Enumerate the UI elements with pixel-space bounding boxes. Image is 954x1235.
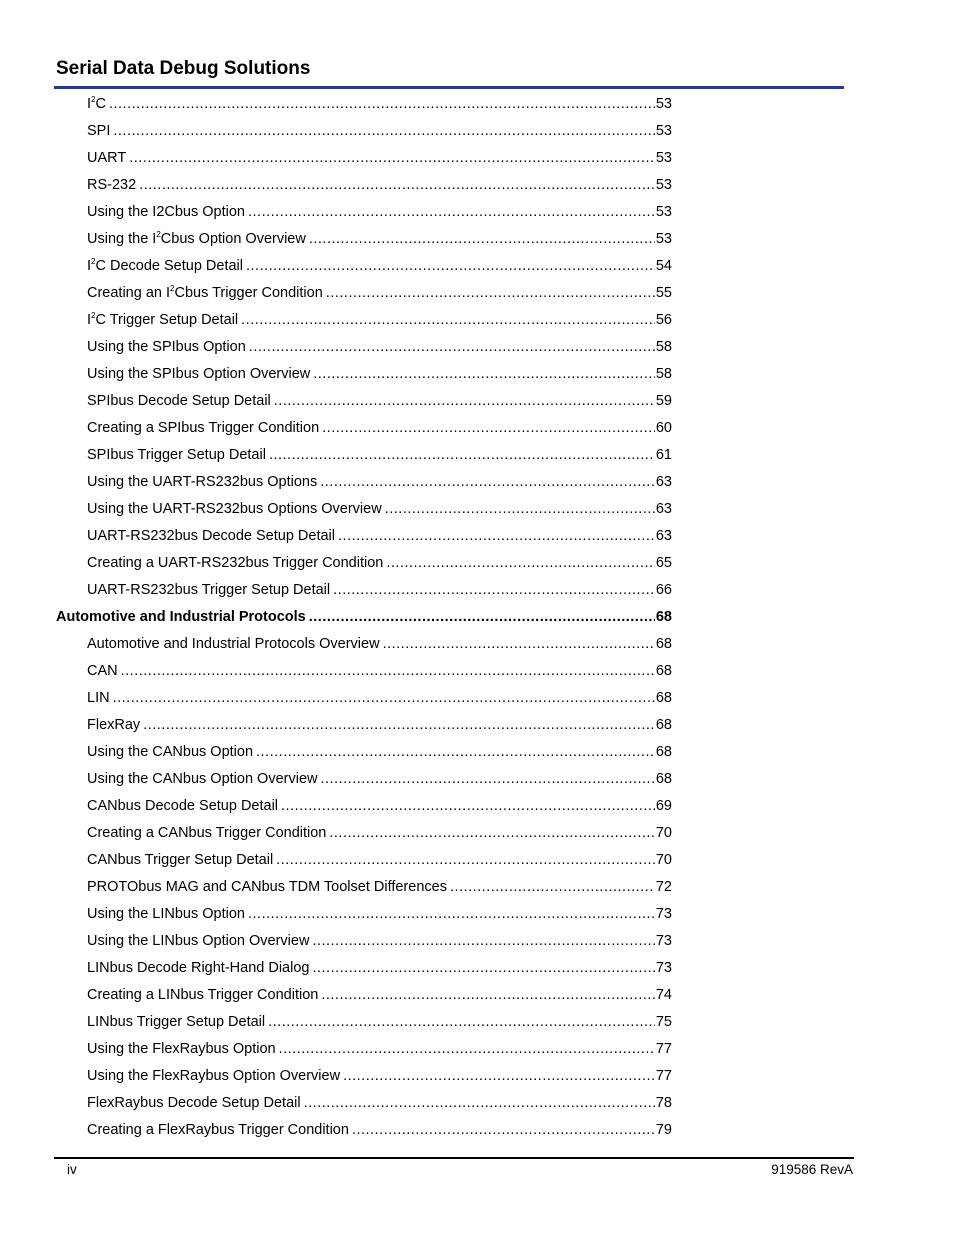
toc-entry-page-number: 58 — [655, 339, 672, 355]
toc-entry-title-text: C — [95, 96, 106, 112]
toc-entry[interactable] — [87, 444, 672, 464]
toc-entry-superscript: 2 — [91, 311, 96, 320]
toc-entry[interactable] — [87, 957, 672, 977]
toc-entry-page-number: 68 — [655, 636, 672, 652]
toc-entry-page-number: 72 — [655, 879, 672, 895]
toc-entry-title — [87, 824, 326, 842]
dot-leader — [338, 527, 655, 545]
toc-entry-title — [87, 1094, 301, 1112]
toc-entry-title — [87, 446, 266, 464]
toc-entry[interactable] — [87, 552, 672, 572]
toc-entry-title-text: CANbus Decode Setup Detail — [87, 798, 279, 814]
toc-entry-title-text: CAN — [87, 663, 118, 679]
toc-entry-title — [87, 392, 271, 410]
toc-entry-page-number: 77 — [655, 1041, 672, 1057]
toc-entry-title-text: FlexRay — [87, 717, 141, 733]
toc-entry[interactable] — [87, 525, 672, 545]
toc-entry-page-number: 53 — [655, 204, 672, 220]
toc-entry-title — [87, 500, 382, 518]
toc-entry[interactable] — [87, 93, 672, 113]
toc-entry-page-number: 55 — [655, 285, 672, 301]
dot-leader — [121, 662, 655, 680]
header-rule — [54, 86, 844, 89]
toc-entry[interactable] — [87, 309, 672, 329]
toc-entry[interactable] — [87, 822, 672, 842]
toc-entry-title-text: C Decode Setup Detail — [95, 258, 243, 274]
dot-leader — [309, 608, 655, 626]
toc-entry-title-text: Automotive and Industrial Protocols — [56, 609, 306, 625]
toc-entry-page-number: 59 — [655, 393, 672, 409]
toc-entry-title — [87, 662, 118, 680]
toc-entry-title — [87, 851, 273, 869]
dot-leader — [333, 581, 655, 599]
dot-leader — [304, 1094, 655, 1112]
toc-entry-title — [87, 257, 243, 275]
dot-leader — [276, 851, 655, 869]
toc-entry-title-prefix: I — [87, 312, 92, 328]
toc-entry-title-prefix: I — [87, 258, 92, 274]
toc-entry-title-text: RS-232 — [87, 177, 137, 193]
toc-entry-title-text: Using the LINbus Option Overview — [87, 933, 310, 949]
toc-entry-title — [87, 1040, 276, 1058]
dot-leader — [312, 932, 654, 950]
toc-entry-title-text: SPI — [87, 123, 111, 139]
toc-entry-title-text: CANbus Trigger Setup Detail — [87, 852, 274, 868]
toc-entry[interactable] — [87, 903, 672, 923]
page-title: Serial Data Debug Solutions — [56, 58, 311, 79]
toc-entry-superscript: 2 — [156, 230, 161, 239]
toc-entry-title-text: LINbus Trigger Setup Detail — [87, 1014, 266, 1030]
toc-entry-superscript: 2 — [91, 95, 96, 104]
dot-leader — [113, 122, 654, 140]
toc-entry[interactable] — [87, 498, 672, 518]
toc-entry-page-number: 69 — [655, 798, 672, 814]
toc-entry[interactable] — [87, 363, 672, 383]
toc-entry-title-text: PROTObus MAG and CANbus TDM Toolset Differences — [87, 879, 447, 895]
toc-entry-title-text: Cbus Trigger Condition — [174, 285, 323, 301]
toc-entry[interactable] — [87, 849, 672, 869]
toc-entry-title — [87, 689, 110, 707]
toc-entry-page-number: 63 — [655, 528, 672, 544]
toc-entry-title — [87, 284, 323, 302]
toc-entry-title-text: Using the UART-RS232bus Options — [87, 474, 318, 490]
dot-leader — [281, 797, 655, 815]
toc-entry-page-number: 65 — [655, 555, 672, 571]
toc-entry-superscript: 2 — [170, 284, 175, 293]
toc-entry[interactable] — [87, 255, 672, 275]
toc-entry-page-number: 73 — [655, 906, 672, 922]
toc-entry[interactable] — [87, 1011, 672, 1031]
toc-entry[interactable] — [87, 579, 672, 599]
toc-entry[interactable] — [87, 714, 672, 734]
toc-entry-title-text: Using the SPIbus Option Overview — [87, 366, 311, 382]
toc-entry-title — [87, 230, 306, 248]
toc-entry-page-number: 63 — [655, 501, 672, 517]
toc-entry-title — [87, 176, 136, 194]
toc-entry[interactable] — [87, 120, 672, 140]
toc-entry-title — [87, 203, 245, 221]
toc-entry-title-text: UART — [87, 150, 127, 166]
toc-entry-title-prefix: I — [87, 96, 92, 112]
toc-entry-title — [87, 1121, 349, 1139]
toc-entry[interactable] — [87, 930, 672, 950]
toc-entry-title-text: Creating a LINbus Trigger Condition — [87, 987, 319, 1003]
dot-leader — [326, 284, 655, 302]
toc-entry-page-number: 54 — [655, 258, 672, 274]
dot-leader — [143, 716, 655, 734]
dot-leader — [248, 905, 655, 923]
toc-entry-page-number: 53 — [655, 177, 672, 193]
toc-entry-page-number: 53 — [655, 123, 672, 139]
dot-leader — [450, 878, 655, 896]
toc-entry-page-number: 61 — [655, 447, 672, 463]
dot-leader — [256, 743, 655, 761]
toc-entry-title — [87, 473, 317, 491]
toc-entry-title-text: Cbus Option Overview — [160, 231, 306, 247]
dot-leader — [129, 149, 655, 167]
toc-entry-title-text: Automotive and Industrial Protocols Overview — [87, 636, 380, 652]
toc-entry-page-number: 68 — [655, 690, 672, 706]
toc-entry-title — [87, 311, 238, 329]
dot-leader — [139, 176, 655, 194]
toc-entry-title-text: UART-RS232bus Trigger Setup Detail — [87, 582, 331, 598]
toc-entry-title-text: Creating a CANbus Trigger Condition — [87, 825, 327, 841]
dot-leader — [268, 1013, 655, 1031]
toc-entry-title — [87, 122, 110, 140]
toc-entry-title-text: Creating a FlexRaybus Trigger Condition — [87, 1122, 349, 1138]
toc-entry-page-number: 63 — [655, 474, 672, 490]
toc-entry-title-prefix: Using the I — [87, 231, 157, 247]
toc-section-entry[interactable] — [56, 606, 672, 626]
toc-entry-title — [87, 419, 319, 437]
toc-entry[interactable] — [87, 390, 672, 410]
toc-entry-title-text: Using the I2Cbus Option — [87, 204, 245, 220]
dot-leader — [386, 554, 655, 572]
toc-entry-page-number: 60 — [655, 420, 672, 436]
toc-entry[interactable] — [87, 228, 672, 248]
toc-entry-title-prefix: Creating an I — [87, 285, 171, 301]
toc-entry[interactable] — [87, 201, 672, 221]
toc-entry[interactable] — [87, 282, 672, 302]
toc-entry-page-number: 70 — [655, 852, 672, 868]
toc-entry-title — [87, 554, 383, 572]
toc-entry-page-number: 70 — [655, 825, 672, 841]
toc-entry-page-number: 53 — [655, 96, 672, 112]
toc-entry-title — [87, 338, 246, 356]
toc-entry-title-text: Using the CANbus Option — [87, 744, 254, 760]
toc-entry-page-number: 78 — [655, 1095, 672, 1111]
toc-entry[interactable] — [87, 1065, 672, 1085]
toc-entry-page-number: 68 — [655, 663, 672, 679]
toc-entry[interactable] — [87, 1119, 672, 1139]
toc-entry[interactable] — [87, 795, 672, 815]
toc-entry-title — [87, 1013, 265, 1031]
toc-entry-title — [87, 149, 126, 167]
toc-entry[interactable] — [87, 174, 672, 194]
footer-rule — [54, 1157, 854, 1159]
toc-entry-page-number: 58 — [655, 366, 672, 382]
toc-entry-title — [87, 635, 380, 653]
dot-leader — [248, 203, 655, 221]
toc-entry[interactable] — [87, 876, 672, 896]
dot-leader — [321, 770, 655, 788]
toc-entry-page-number: 73 — [655, 933, 672, 949]
toc-entry[interactable] — [87, 1038, 672, 1058]
toc-entry-title-text: Using the CANbus Option Overview — [87, 771, 318, 787]
toc-entry[interactable] — [87, 687, 672, 707]
toc-entry-superscript: 2 — [91, 257, 96, 266]
toc-entry[interactable] — [87, 471, 672, 491]
footer-page-number: iv — [67, 1162, 77, 1177]
toc-entry-title — [87, 905, 245, 923]
dot-leader — [109, 95, 655, 113]
toc-entry-page-number: 73 — [655, 960, 672, 976]
dot-leader — [321, 986, 655, 1004]
dot-leader — [352, 1121, 655, 1139]
toc-entry-title — [56, 608, 306, 626]
toc-entry-title-text: Using the FlexRaybus Option — [87, 1041, 276, 1057]
toc-entry-page-number: 68 — [655, 771, 672, 787]
dot-leader — [329, 824, 654, 842]
toc-entry-page-number: 56 — [655, 312, 672, 328]
toc-entry[interactable] — [87, 147, 672, 167]
footer-doc-id: 919586 RevA — [771, 1162, 853, 1177]
toc-entry-page-number: 53 — [655, 150, 672, 166]
dot-leader — [279, 1040, 655, 1058]
toc-entry-title-text: SPIbus Decode Setup Detail — [87, 393, 271, 409]
toc-entry[interactable] — [87, 633, 672, 653]
toc-entry-title-text: Using the SPIbus Option — [87, 339, 246, 355]
dot-leader — [322, 419, 655, 437]
toc-entry-title — [87, 95, 106, 113]
toc-entry-title-text: Creating a SPIbus Trigger Condition — [87, 420, 320, 436]
toc-entry-title-text: FlexRaybus Decode Setup Detail — [87, 1095, 301, 1111]
dot-leader — [241, 311, 655, 329]
dot-leader — [383, 635, 655, 653]
toc-entry-page-number: 53 — [655, 231, 672, 247]
toc-entry-title — [87, 365, 310, 383]
toc-entry-title-text: Using the FlexRaybus Option Overview — [87, 1068, 341, 1084]
toc-entry[interactable] — [87, 660, 672, 680]
toc-entry[interactable] — [87, 768, 672, 788]
dot-leader — [385, 500, 655, 518]
toc-entry-title — [87, 743, 253, 761]
toc-entry-title — [87, 581, 330, 599]
dot-leader — [343, 1067, 655, 1085]
dot-leader — [312, 959, 654, 977]
toc-entry-title-text: Using the LINbus Option — [87, 906, 245, 922]
toc-entry-title — [87, 1067, 340, 1085]
toc-entry[interactable] — [87, 984, 672, 1004]
toc-entry-title — [87, 878, 447, 896]
dot-leader — [309, 230, 655, 248]
toc-entry-title — [87, 527, 335, 545]
dot-leader — [274, 392, 655, 410]
dot-leader — [249, 338, 655, 356]
toc-entry[interactable] — [87, 741, 672, 761]
toc-entry-title — [87, 716, 140, 734]
dot-leader — [269, 446, 655, 464]
toc-entry-page-number: 68 — [655, 744, 672, 760]
toc-entry-title — [87, 932, 309, 950]
toc-entry[interactable] — [87, 336, 672, 356]
toc-entry-page-number: 68 — [655, 717, 672, 733]
dot-leader — [113, 689, 655, 707]
toc-entry-title-text: Using the UART-RS232bus Options Overview — [87, 501, 382, 517]
dot-leader — [246, 257, 655, 275]
toc-entry-title — [87, 959, 309, 977]
toc-entry-title-text: SPIbus Trigger Setup Detail — [87, 447, 266, 463]
toc-entry-title-text: LIN — [87, 690, 110, 706]
toc-entry-page-number: 77 — [655, 1068, 672, 1084]
dot-leader — [320, 473, 655, 491]
toc-entry-title — [87, 797, 278, 815]
toc-entry-title — [87, 770, 318, 788]
toc-entry[interactable] — [87, 417, 672, 437]
toc-entry-title-text: Creating a UART-RS232bus Trigger Condition — [87, 555, 384, 571]
toc-entry-page-number: 68 — [655, 609, 672, 625]
toc-entry-page-number: 75 — [655, 1014, 672, 1030]
toc-entry-title-text: UART-RS232bus Decode Setup Detail — [87, 528, 335, 544]
toc-entry-page-number: 66 — [655, 582, 672, 598]
toc-entry[interactable] — [87, 1092, 672, 1112]
toc-entry-title-text: C Trigger Setup Detail — [95, 312, 239, 328]
toc-entry-page-number: 74 — [655, 987, 672, 1003]
toc-entry-title — [87, 986, 318, 1004]
toc-entry-title-text: LINbus Decode Right-Hand Dialog — [87, 960, 310, 976]
dot-leader — [313, 365, 655, 383]
toc-entry-page-number: 79 — [655, 1122, 672, 1138]
